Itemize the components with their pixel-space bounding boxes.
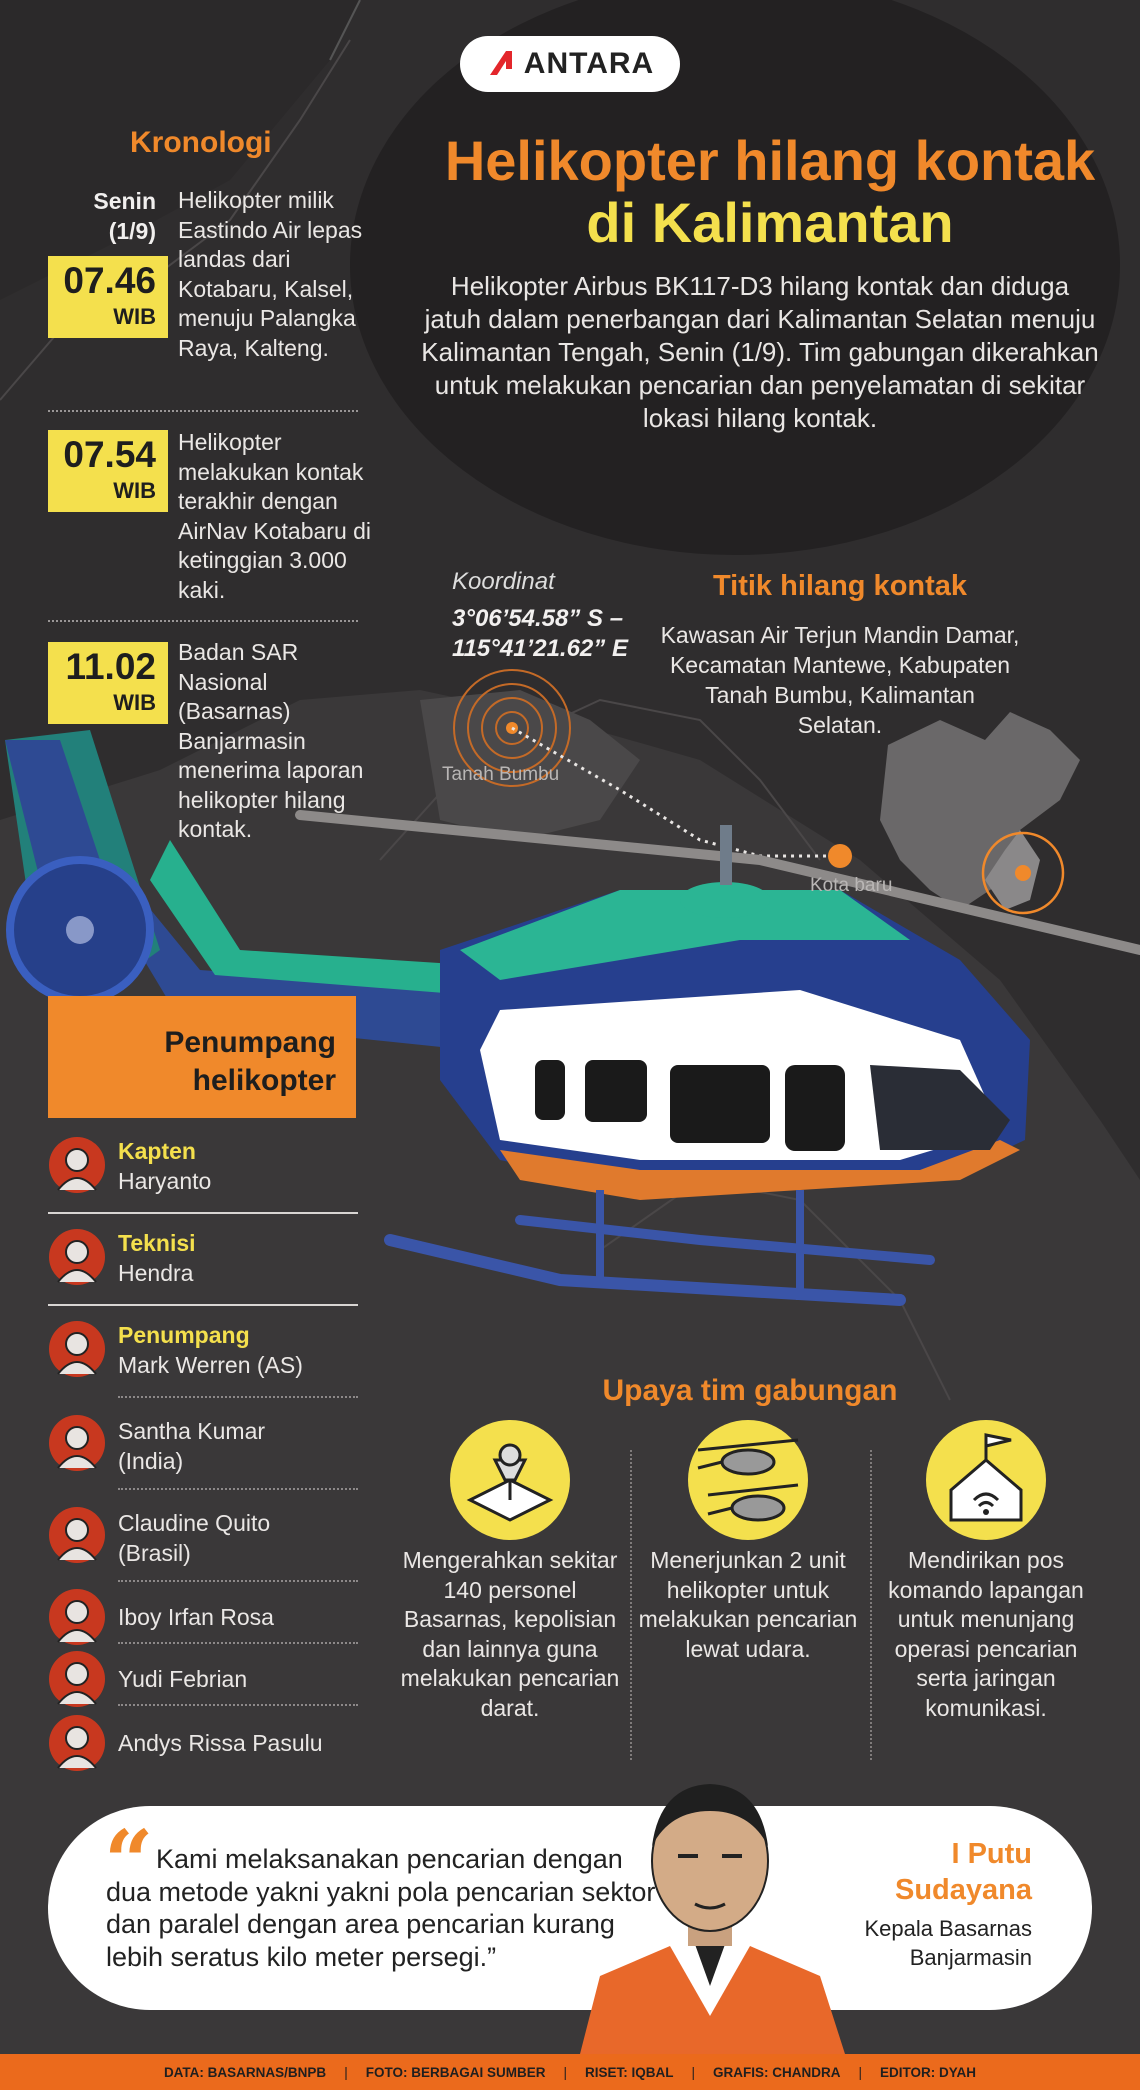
separator: | — [691, 2064, 696, 2080]
speaker-name — [820, 1836, 1032, 1908]
separator: | — [344, 2064, 348, 2080]
kronologi-event: Helikopter melakukan kontak terakhir dengan AirNav Kotabaru di ketinggian 3.000 kaki. — [178, 429, 372, 603]
intro-text: Helikopter Airbus BK117-D3 hilang kontak dan diduga jatuh dalam penerbangan dari Kalimantan Selatan menuju Kalimantan Tengah, Senin (1/9). Tim gabungan dikerahkan untuk melakukan pencarian dan penyelamatan di sekitar lokasi hilang kontak. — [421, 271, 1099, 433]
passenger-row — [48, 1648, 358, 1710]
person-avatar-icon — [48, 1588, 106, 1646]
helicopter-icon — [688, 1420, 808, 1540]
speaker-name-line2: Sudayana — [895, 1874, 1032, 1906]
speaker-title — [820, 1914, 1032, 1972]
person-avatar-icon — [48, 1714, 106, 1772]
quote-mark-icon: “ — [104, 1812, 154, 1913]
passenger-name: Yudi Febrian — [118, 1666, 248, 1692]
penumpang-title-line1: Penumpang — [164, 1026, 336, 1059]
divider — [48, 1212, 358, 1214]
credits-footer — [0, 2054, 1140, 2090]
passenger-name: Iboy Irfan Rosa — [118, 1604, 274, 1630]
divider — [118, 1704, 358, 1706]
headline-line2: di Kalimantan — [586, 191, 954, 254]
passenger-row — [48, 1586, 358, 1648]
separator: | — [563, 2064, 567, 2080]
headline-line1: Helikopter hilang kontak — [444, 129, 1096, 192]
passenger-role: Teknisi — [118, 1230, 196, 1256]
ground-search-icon — [450, 1420, 570, 1540]
passenger-role: Penumpang — [118, 1322, 250, 1348]
passenger-name: Claudine Quito (Brasil) — [118, 1510, 271, 1566]
divider — [870, 1450, 872, 1760]
credit-data: DATA: BASARNAS/BNPB — [163, 2064, 327, 2080]
map-label-tanah-bumbu: Tanah Bumbu — [442, 764, 560, 785]
map-label-kota-baru: Kota baru — [810, 875, 893, 896]
koordinat-lat: 3°06’54.58” S – — [452, 605, 624, 632]
separator: | — [858, 2064, 863, 2080]
passenger-name: Haryanto — [118, 1168, 212, 1194]
brand-name: ANTARA — [523, 47, 655, 80]
credit-grafis: GRAFIS: CHANDRA — [713, 2064, 841, 2080]
kronologi-event: Helikopter milik Eastindo Air lepas landas dari Kotabaru, Kalsel, menuju Palangka Raya, Kalteng. — [178, 187, 363, 361]
koordinat-lon: 115°41’21.62” E — [452, 635, 628, 662]
credit-editor: EDITOR: DYAH — [880, 2064, 977, 2080]
credit-foto: FOTO: BERBAGAI SUMBER — [365, 2064, 546, 2080]
speaker-name-line1: I Putu — [951, 1838, 1032, 1870]
passenger-row — [48, 1504, 358, 1566]
penumpang-header — [48, 996, 356, 1118]
passenger-row — [48, 1712, 358, 1774]
time-badge — [48, 642, 168, 724]
divider — [630, 1450, 632, 1760]
passenger-name: Santha Kumar (India) — [118, 1418, 266, 1474]
upaya-title: Upaya tim gabungan — [602, 1374, 898, 1407]
antara-logo-icon — [486, 49, 516, 79]
passenger-role: Kapten — [118, 1138, 196, 1164]
person-avatar-icon — [48, 1320, 106, 1378]
time-badge — [48, 256, 168, 338]
upaya-text: Mendirikan pos komando lapangan untuk menunjang operasi pencarian serta jaringan komunikasi. — [888, 1547, 1084, 1721]
kronologi-event: Badan SAR Nasional (Basarnas) Banjarmasin menerima laporan helikopter hilang kontak. — [178, 639, 364, 842]
titik-description: Kawasan Air Terjun Mandin Damar, Kecamatan Mantewe, Kabupaten Tanah Bumbu, Kalimantan Selatan. — [660, 622, 1020, 738]
time-zone: WIB — [113, 690, 156, 715]
time-zone: WIB — [113, 304, 156, 329]
divider — [118, 1488, 358, 1490]
quote-body: Kami melaksanakan pencarian dengan dua metode yakni yakni pola pencarian sektor dan paralel dengan area pencarian kurang lebih seratus kilo meter persegi.” — [106, 1844, 656, 1972]
passenger-row — [48, 1226, 358, 1288]
speaker-title-line2: Banjarmasin — [909, 1945, 1032, 1970]
credit-riset: RISET: IQBAL — [584, 2064, 674, 2080]
person-avatar-icon — [48, 1136, 106, 1194]
divider — [48, 1304, 358, 1306]
person-avatar-icon — [48, 1506, 106, 1564]
time-value: 07.54 — [63, 434, 156, 475]
kronologi-title: Kronologi — [130, 126, 272, 159]
speaker-title-line1: Kepala Basarnas — [864, 1916, 1032, 1941]
time-value: 07.46 — [63, 260, 156, 301]
divider — [48, 410, 358, 412]
kronologi-day: Senin (1/9) — [93, 188, 156, 244]
upaya-text: Mengerahkan sekitar 140 personel Basarnas, kepolisian dan lainnya guna melakukan pencarian darat. — [400, 1547, 620, 1721]
time-value: 11.02 — [65, 646, 156, 687]
divider — [118, 1396, 358, 1398]
person-avatar-icon — [48, 1228, 106, 1286]
command-post-icon — [926, 1420, 1046, 1540]
time-zone: WIB — [113, 478, 156, 503]
koordinat-label: Koordinat — [452, 568, 555, 595]
antara-logo — [460, 36, 680, 92]
passenger-name: Mark Werren (AS) — [118, 1352, 303, 1378]
time-badge — [48, 430, 168, 512]
speaker-portrait — [560, 1756, 860, 2054]
divider — [48, 620, 358, 622]
penumpang-title-line2: helikopter — [192, 1064, 336, 1097]
passenger-row — [48, 1412, 358, 1474]
divider — [118, 1580, 358, 1582]
passenger-row — [48, 1134, 358, 1196]
upaya-text: Menerjunkan 2 unit helikopter untuk melakukan pencarian lewat udara. — [638, 1547, 858, 1662]
passenger-name: Andys Rissa Pasulu — [118, 1730, 323, 1756]
person-avatar-icon — [48, 1650, 106, 1708]
passenger-row — [48, 1318, 358, 1380]
divider — [118, 1642, 358, 1644]
titik-title: Titik hilang kontak — [712, 570, 968, 602]
person-avatar-icon — [48, 1414, 106, 1472]
passenger-name: Hendra — [118, 1260, 194, 1286]
koordinat-value — [452, 604, 652, 664]
